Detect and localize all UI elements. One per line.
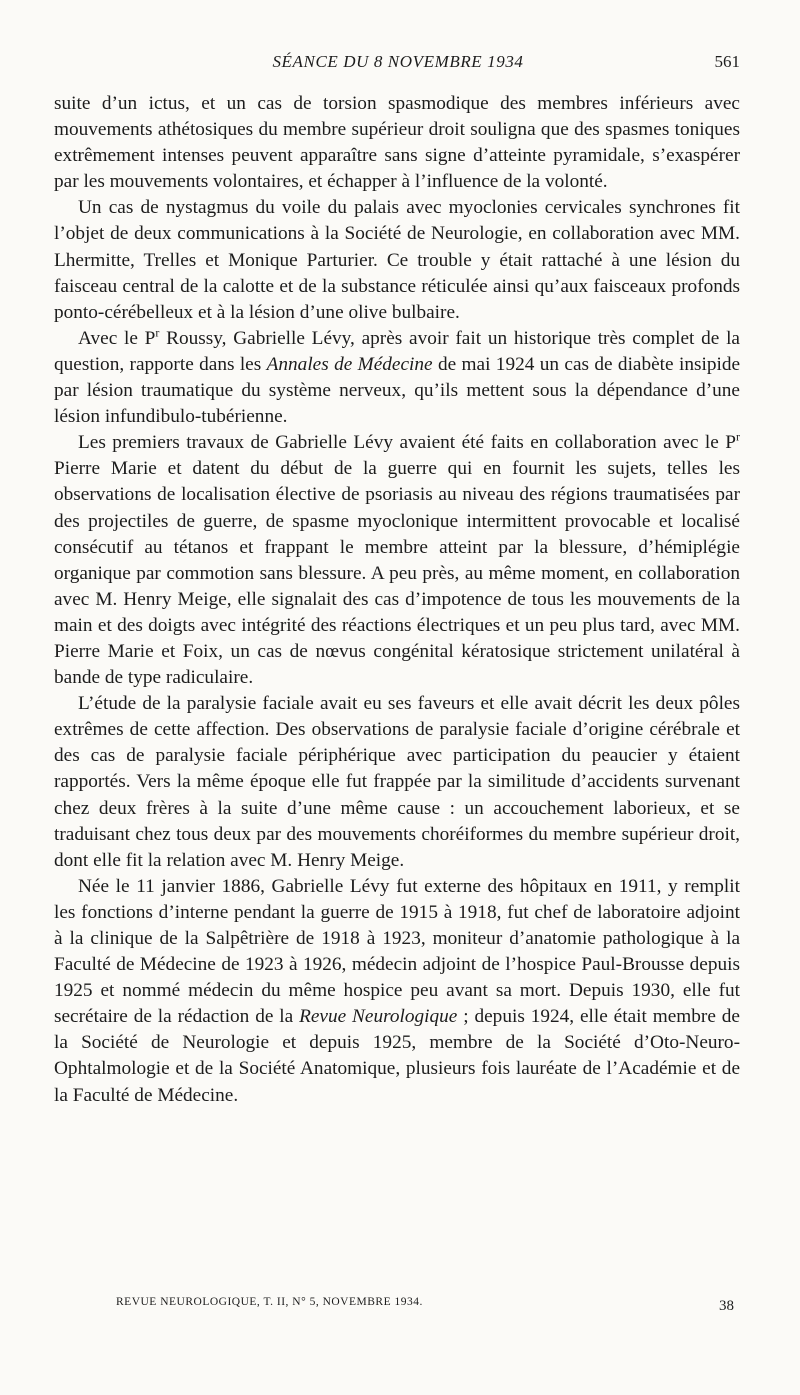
paragraph-4 [54, 430, 740, 691]
running-title: SÉANCE DU 8 NOVEMBRE 1934 [272, 52, 524, 71]
paragraph-5: L’étude de la paralysie faciale avait eu ses faveurs et elle avait décrit les deux pôles extrêmes de cette affection. Des observations de paralysie faciale d’origine cérébrale et des cas de paralysie faciale périphérique avec participation du peaucier y étaient rapportés. Vers la même époque elle fut frappée par la similitude d’accidents survenant chez deux frères à la suite d’une même cause : un accouchement laborieux, et se traduisant chez tous deux par des mouvements choréiformes du membre supérieur droit, dont elle fit la relation avec M. Henry Meige. [54, 693, 740, 871]
paragraph-4-text-a: Les premiers travaux de Gabrielle Lévy avaient été faits en collaboration avec le P [78, 432, 736, 454]
article-body [54, 91, 740, 1109]
journal-title-revue: Revue Neurologique [299, 1006, 458, 1028]
running-head [56, 52, 740, 82]
page-number: 561 [714, 52, 740, 71]
paragraph-4-text-b: Pierre Marie et datent du début de la guerre qui en fournit les sujets, telles les observations de localisation élective de psoriasis au niveau des régions traumatisées par des projectiles de guerre, de spasme myoclonique intermittent provocable et localisé consécutif au tétanos et frappant le membre atteint par la blessure, d’hémiplégie organique par commotion sans blessure. A peu près, au même moment, en collaboration avec M. Henry Meige, elle signalait des cas d’impotence de tous les mouvements de la main et des doigts avec intégrité des réactions électriques et un peu plus tard, avec MM. Pierre Marie et Foix, un cas de nœvus congénital kératosique strictement unilatéral à bande de type radiculaire. [54, 458, 740, 689]
paragraph-3-text-b: Roussy, Gabrielle Lévy, après avoir fait un historique très complet de la question, rapporte dans les [54, 327, 740, 375]
paragraph-6-text-a: Née le 11 janvier 1886, Gabrielle Lévy fut externe des hôpitaux en 1911, y remplit les fonctions d’interne pendant la guerre de 1915 à 1918, fut chef de laboratoire adjoint à la clinique de la Salpêtrière de 1918 à 1923, moniteur d’anatomie pathologique à la Faculté de Médecine de 1923 à 1926, médecin adjoint de l’hospice Paul-Brousse depuis 1925 et nommé médecin du même hospice peu avant sa mort. Depuis 1930, elle fut secrétaire de la rédaction de la [54, 875, 740, 1028]
journal-title-annales: Annales de Médecine [266, 353, 433, 375]
superscript-r: r [736, 429, 740, 444]
paragraph-3 [54, 326, 740, 430]
paragraph-3-text-a: Avec le P [78, 327, 156, 349]
superscript-r: r [155, 325, 160, 340]
paragraph-2: Un cas de nystagmus du voile du palais avec myoclonies cervicales synchrones fit l’objet de deux communications à la Société de Neurologie, en collaboration avec MM. Lhermitte, Trelles et Monique Parturier. Ce trouble y était rattaché à une lésion du faisceau central de la calotte et de la substance réticulée ainsi qu’aux faisceaux profonds ponto-cérébelleux et à la lésion d’une olive bulbaire. [54, 197, 740, 323]
paragraph-6-text-b: ; depuis 1924, elle était membre de la Société de Neurologie et depuis 1925, membre de la Société d’Oto-Neuro-Ophtalmologie et de la Société Anatomique, plusieurs fois lauréate de l’Académie et de la Faculté de Médecine. [54, 1006, 740, 1106]
signature-number: 38 [719, 1298, 734, 1314]
journal-reference: REVUE NEUROLOGIQUE, T. II, N° 5, NOVEMBRE 1934. [116, 1296, 423, 1308]
paragraph-6 [54, 874, 740, 1109]
paragraph-1: suite d’un ictus, et un cas de torsion spasmodique des membres inférieurs avec mouvements athétosiques du membre supérieur droit souligna que des spasmes toniques extrêmement intenses peuvent apparaître sans signe d’atteinte pyramidale, s’exaspérer par les mouvements volontaires, et échapper à l’influence de la volonté. [54, 93, 740, 193]
paragraph-3-text-c: de mai 1924 un cas de diabète insipide par lésion traumatique du système nerveux, qu’ils mettent sous la dépendance d’une lésion infundibulo-tubérienne. [54, 353, 741, 428]
